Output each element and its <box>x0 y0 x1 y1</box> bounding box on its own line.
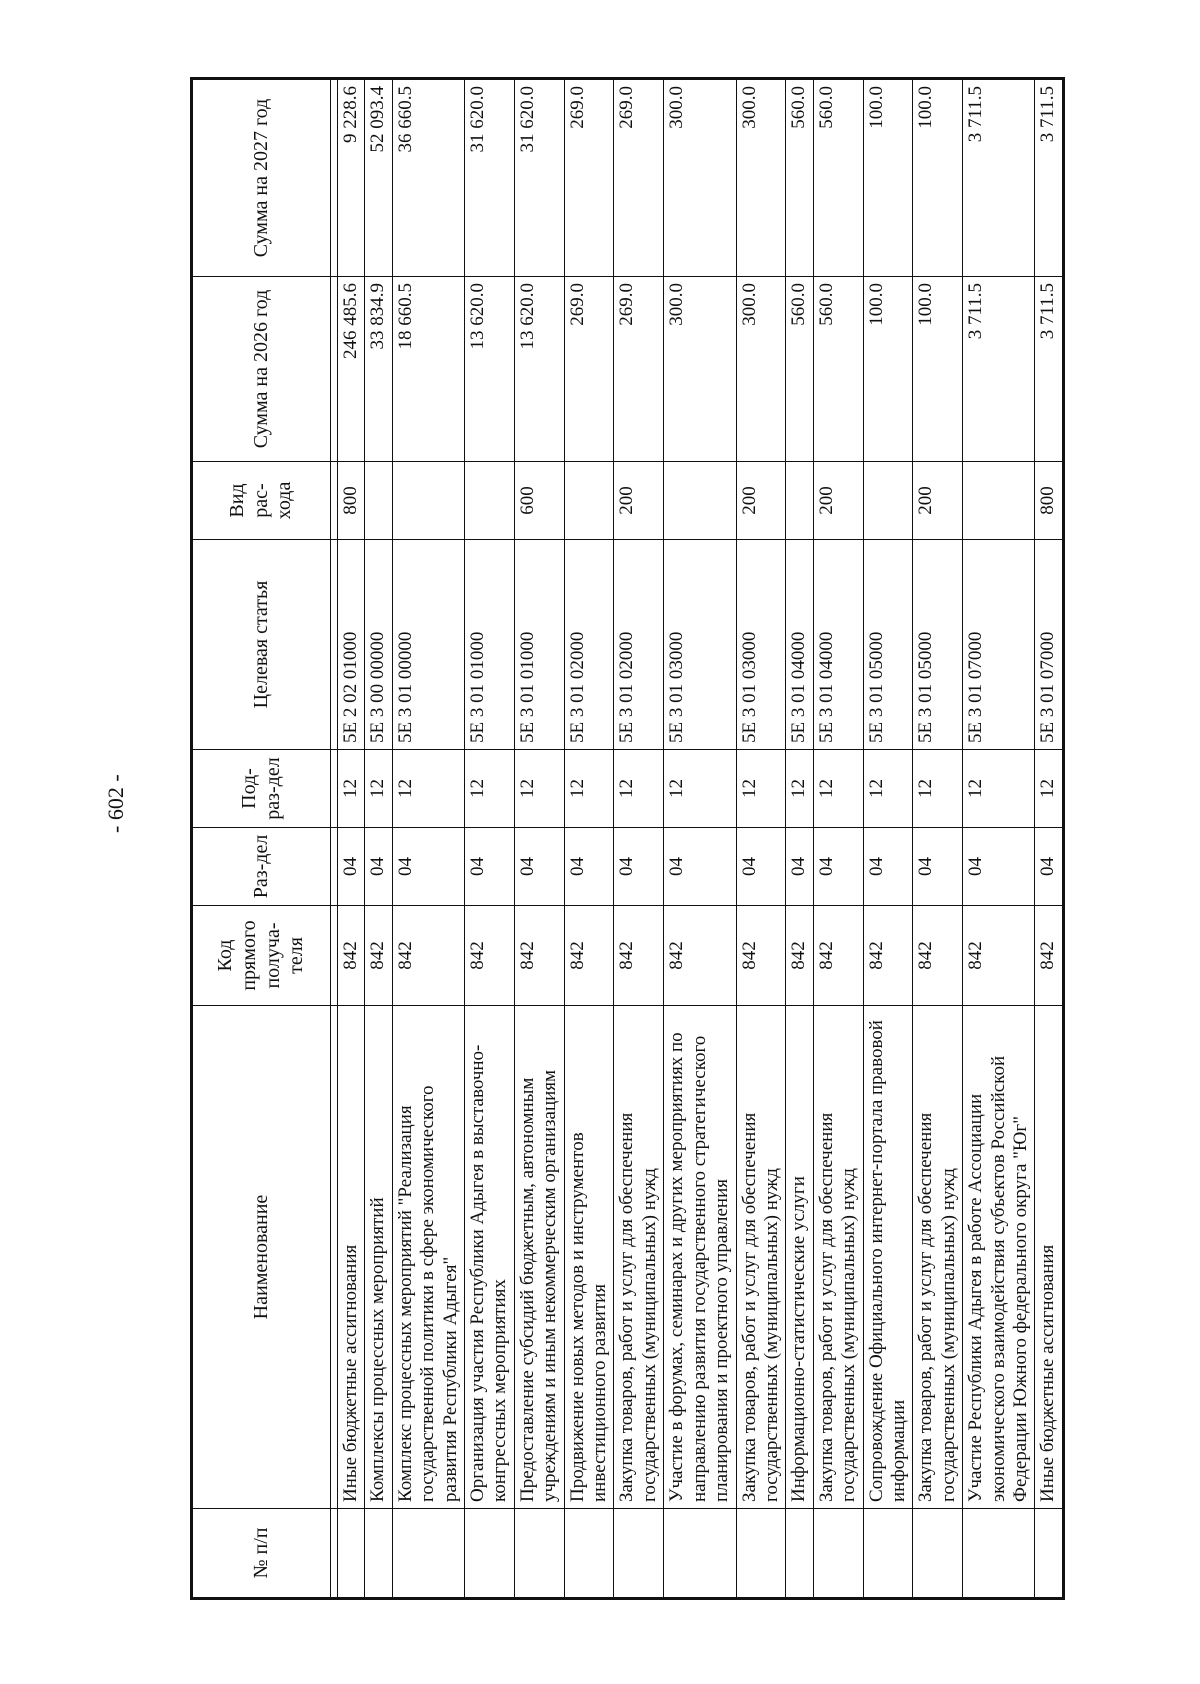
cell-name: Организация участия Республики Адыгея в выставочно-конгрессных мероприятиях <box>465 1006 515 1509</box>
cell-sum-2026: 269.0 <box>614 277 664 462</box>
cell-subsection: 12 <box>863 750 913 828</box>
cell-subsection: 12 <box>664 750 736 828</box>
cell-subsection: 12 <box>614 750 664 828</box>
table-body <box>338 79 1064 1599</box>
spacer-cell <box>331 906 338 1006</box>
cell-sum-2027: 100.0 <box>863 79 913 277</box>
cell-num <box>1035 1509 1063 1599</box>
cell-recipient-code: 842 <box>963 906 1035 1006</box>
spacer-cell <box>331 462 338 540</box>
cell-recipient-code: 842 <box>614 906 664 1006</box>
cell-recipient-code: 842 <box>913 906 963 1006</box>
cell-sum-2027: 36 660.5 <box>392 79 464 277</box>
cell-recipient-code: 842 <box>786 906 813 1006</box>
cell-section: 04 <box>392 828 464 906</box>
header-num: № п/п <box>192 1509 331 1599</box>
cell-sum-2027: 269.0 <box>564 79 614 277</box>
cell-sum-2026: 3 711.5 <box>1035 277 1063 462</box>
cell-recipient-code: 842 <box>664 906 736 1006</box>
cell-expense-type: 600 <box>514 462 564 540</box>
table-header-row <box>192 79 331 1599</box>
cell-subsection: 12 <box>514 750 564 828</box>
cell-section: 04 <box>863 828 913 906</box>
cell-target-article: 5Е 3 01 01000 <box>514 540 564 750</box>
cell-sum-2026: 33 834.9 <box>365 277 392 462</box>
cell-num <box>913 1509 963 1599</box>
spacer-cell <box>331 277 338 462</box>
cell-num <box>963 1509 1035 1599</box>
cell-subsection: 12 <box>786 750 813 828</box>
cell-target-article: 5Е 3 01 03000 <box>736 540 786 750</box>
cell-target-article: 5Е 3 01 05000 <box>913 540 963 750</box>
cell-expense-type <box>664 462 736 540</box>
cell-section: 04 <box>564 828 614 906</box>
cell-num <box>465 1509 515 1599</box>
cell-section: 04 <box>338 828 365 906</box>
cell-expense-type: 800 <box>338 462 365 540</box>
cell-num <box>664 1509 736 1599</box>
table-row <box>813 79 863 1599</box>
spacer-cell <box>331 79 338 277</box>
cell-expense-type <box>863 462 913 540</box>
cell-name: Продвижение новых методов и инструментов инвестиционного развития <box>564 1006 614 1509</box>
cell-subsection: 12 <box>913 750 963 828</box>
cell-name: Закупка товаров, работ и услуг для обеспечения государственных (муниципальных) нужд <box>736 1006 786 1509</box>
cell-name: Участие в форумах, семинарах и других мероприятиях по направлению развития государственного стратегического планирования и проектного управления <box>664 1006 736 1509</box>
cell-expense-type <box>564 462 614 540</box>
cell-name: Участие Республики Адыгея в работе Ассоциации экономического взаимодействия субъектов Российской Федерации Южного федерального округа "Юг" <box>963 1006 1035 1509</box>
page-number: - 602 - <box>103 774 128 833</box>
cell-name: Иные бюджетные ассигнования <box>338 1006 365 1509</box>
cell-num <box>863 1509 913 1599</box>
table-row <box>786 79 813 1599</box>
cell-name: Закупка товаров, работ и услуг для обеспечения государственных (муниципальных) нужд <box>614 1006 664 1509</box>
table-row <box>1035 79 1063 1599</box>
cell-sum-2026: 13 620.0 <box>465 277 515 462</box>
cell-sum-2027: 300.0 <box>664 79 736 277</box>
spacer-cell <box>331 828 338 906</box>
cell-expense-type: 200 <box>913 462 963 540</box>
cell-subsection: 12 <box>813 750 863 828</box>
cell-recipient-code: 842 <box>813 906 863 1006</box>
cell-name: Комплексы процессных мероприятий <box>365 1006 392 1509</box>
cell-name: Закупка товаров, работ и услуг для обеспечения государственных (муниципальных) нужд <box>813 1006 863 1509</box>
cell-num <box>614 1509 664 1599</box>
cell-name: Сопровождение Официального интернет-портала правовой информации <box>863 1006 913 1509</box>
cell-sum-2026: 560.0 <box>813 277 863 462</box>
cell-sum-2026: 560.0 <box>786 277 813 462</box>
table-row <box>338 79 365 1599</box>
table-row <box>736 79 786 1599</box>
cell-name: Иные бюджетные ассигнования <box>1035 1006 1063 1509</box>
cell-section: 04 <box>813 828 863 906</box>
cell-sum-2027: 269.0 <box>614 79 664 277</box>
cell-section: 04 <box>365 828 392 906</box>
cell-num <box>564 1509 614 1599</box>
header-subsection: Под-раз-дел <box>192 750 331 828</box>
cell-subsection: 12 <box>963 750 1035 828</box>
cell-subsection: 12 <box>392 750 464 828</box>
cell-sum-2026: 300.0 <box>736 277 786 462</box>
cell-recipient-code: 842 <box>736 906 786 1006</box>
cell-expense-type <box>392 462 464 540</box>
cell-section: 04 <box>736 828 786 906</box>
cell-subsection: 12 <box>736 750 786 828</box>
cell-sum-2026: 100.0 <box>863 277 913 462</box>
cell-subsection: 12 <box>564 750 614 828</box>
table-row <box>465 79 515 1599</box>
cell-expense-type <box>365 462 392 540</box>
cell-name: Комплекс процессных мероприятий "Реализация государственной политики в сфере экономического развития Республики Адыгея" <box>392 1006 464 1509</box>
cell-target-article: 5Е 3 01 03000 <box>664 540 736 750</box>
cell-expense-type <box>786 462 813 540</box>
cell-subsection: 12 <box>338 750 365 828</box>
spacer-cell <box>331 540 338 750</box>
cell-num <box>813 1509 863 1599</box>
cell-sum-2027: 3 711.5 <box>1035 79 1063 277</box>
header-sum-2026: Сумма на 2026 год <box>192 277 331 462</box>
table-row <box>392 79 464 1599</box>
header-recipient-code: Код прямого получа-теля <box>192 906 331 1006</box>
cell-expense-type <box>963 462 1035 540</box>
header-name: Наименование <box>192 1006 331 1509</box>
cell-expense-type: 200 <box>736 462 786 540</box>
header-target-article: Целевая статья <box>192 540 331 750</box>
cell-section: 04 <box>963 828 1035 906</box>
cell-num <box>736 1509 786 1599</box>
spacer-cell <box>331 1509 338 1599</box>
cell-recipient-code: 842 <box>514 906 564 1006</box>
cell-sum-2027: 300.0 <box>736 79 786 277</box>
cell-sum-2027: 52 093.4 <box>365 79 392 277</box>
cell-section: 04 <box>465 828 515 906</box>
cell-recipient-code: 842 <box>465 906 515 1006</box>
cell-section: 04 <box>1035 828 1063 906</box>
cell-expense-type <box>465 462 515 540</box>
cell-num <box>338 1509 365 1599</box>
cell-name: Закупка товаров, работ и услуг для обеспечения государственных (муниципальных) нужд <box>913 1006 963 1509</box>
table-row <box>963 79 1035 1599</box>
header-section: Раз-дел <box>192 828 331 906</box>
cell-num <box>392 1509 464 1599</box>
table-row <box>365 79 392 1599</box>
header-spacer-row <box>331 79 338 1599</box>
spacer-cell <box>331 1006 338 1509</box>
cell-target-article: 5Е 3 00 00000 <box>365 540 392 750</box>
header-sum-2027: Сумма на 2027 год <box>192 79 331 277</box>
table-row <box>564 79 614 1599</box>
cell-sum-2026: 300.0 <box>664 277 736 462</box>
cell-section: 04 <box>786 828 813 906</box>
spacer-cell <box>331 750 338 828</box>
cell-recipient-code: 842 <box>338 906 365 1006</box>
cell-sum-2027: 31 620.0 <box>514 79 564 277</box>
rotated-table-container <box>190 80 1080 1600</box>
cell-target-article: 5Е 3 01 01000 <box>465 540 515 750</box>
cell-sum-2027: 560.0 <box>813 79 863 277</box>
cell-subsection: 12 <box>465 750 515 828</box>
cell-recipient-code: 842 <box>564 906 614 1006</box>
cell-sum-2026: 100.0 <box>913 277 963 462</box>
budget-table <box>190 77 1065 1600</box>
cell-target-article: 5Е 3 01 00000 <box>392 540 464 750</box>
cell-target-article: 5Е 3 01 07000 <box>963 540 1035 750</box>
cell-target-article: 5Е 3 01 04000 <box>786 540 813 750</box>
cell-sum-2027: 31 620.0 <box>465 79 515 277</box>
cell-expense-type: 800 <box>1035 462 1063 540</box>
cell-sum-2027: 100.0 <box>913 79 963 277</box>
header-expense-type: Вид рас-хода <box>192 462 331 540</box>
cell-section: 04 <box>913 828 963 906</box>
table-row <box>913 79 963 1599</box>
table-row <box>664 79 736 1599</box>
cell-sum-2027: 9 228.6 <box>338 79 365 277</box>
cell-sum-2027: 560.0 <box>786 79 813 277</box>
cell-target-article: 5Е 3 01 07000 <box>1035 540 1063 750</box>
cell-sum-2026: 246 485.6 <box>338 277 365 462</box>
cell-sum-2026: 13 620.0 <box>514 277 564 462</box>
cell-recipient-code: 842 <box>1035 906 1063 1006</box>
table-row <box>863 79 913 1599</box>
cell-expense-type: 200 <box>813 462 863 540</box>
table-row <box>514 79 564 1599</box>
cell-num <box>514 1509 564 1599</box>
table-row <box>614 79 664 1599</box>
cell-sum-2027: 3 711.5 <box>963 79 1035 277</box>
cell-num <box>365 1509 392 1599</box>
cell-sum-2026: 3 711.5 <box>963 277 1035 462</box>
cell-sum-2026: 269.0 <box>564 277 614 462</box>
cell-section: 04 <box>664 828 736 906</box>
cell-target-article: 5Е 2 02 01000 <box>338 540 365 750</box>
cell-num <box>786 1509 813 1599</box>
cell-recipient-code: 842 <box>392 906 464 1006</box>
cell-target-article: 5Е 3 01 04000 <box>813 540 863 750</box>
cell-sum-2026: 18 660.5 <box>392 277 464 462</box>
cell-name: Информационно-статистические услуги <box>786 1006 813 1509</box>
cell-expense-type: 200 <box>614 462 664 540</box>
cell-section: 04 <box>514 828 564 906</box>
cell-target-article: 5Е 3 01 05000 <box>863 540 913 750</box>
cell-target-article: 5Е 3 01 02000 <box>614 540 664 750</box>
cell-subsection: 12 <box>1035 750 1063 828</box>
cell-recipient-code: 842 <box>365 906 392 1006</box>
cell-subsection: 12 <box>365 750 392 828</box>
cell-name: Предоставление субсидий бюджетным, автономным учреждениям и иным некоммерческим организациям <box>514 1006 564 1509</box>
cell-recipient-code: 842 <box>863 906 913 1006</box>
cell-target-article: 5Е 3 01 02000 <box>564 540 614 750</box>
cell-section: 04 <box>614 828 664 906</box>
